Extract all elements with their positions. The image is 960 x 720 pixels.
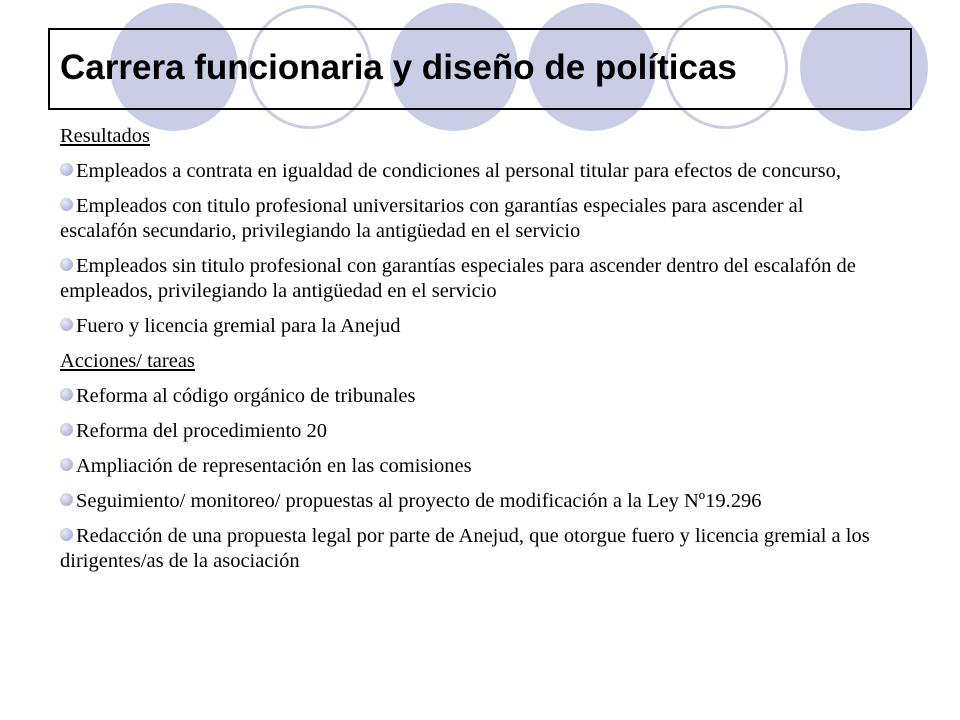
bullet-icon: [60, 163, 73, 176]
list-item: [60, 419, 870, 444]
list-item: [60, 194, 870, 244]
list-item: [60, 254, 870, 304]
list-item: [60, 384, 870, 409]
section-heading-acciones: Acciones/ tareas: [60, 350, 195, 372]
bullet-icon: [60, 318, 73, 331]
list-item-text: Empleados sin titulo profesional con garantías especiales para ascender dentro del escalafón de empleados, privilegiando la antigüedad en el servicio: [60, 255, 856, 302]
bullet-icon: [60, 388, 73, 401]
bullet-icon: [60, 528, 73, 541]
bullet-icon: [60, 258, 73, 271]
list-item: [60, 489, 870, 514]
list-item: [60, 314, 870, 339]
list-item-text: Seguimiento/ monitoreo/ propuestas al proyecto de modificación a la Ley Nº19.296: [76, 490, 762, 512]
list-item-text: Empleados con titulo profesional universitarios con garantías especiales para ascender al escalafón secundario, privilegiando la antigüedad en el servicio: [60, 195, 804, 242]
list-item: [60, 159, 870, 184]
bullet-icon: [60, 493, 73, 506]
list-item-text: Empleados a contrata en igualdad de condiciones al personal titular para efectos de concurso,: [76, 160, 842, 182]
list-item: [60, 454, 870, 479]
list-item: [60, 524, 870, 574]
list-item-text: Reforma del procedimiento 20: [76, 420, 328, 442]
list-item-text: Redacción de una propuesta legal por parte de Anejud, que otorgue fuero y licencia gremial a los dirigentes/as de la asociación: [60, 525, 870, 572]
list-item-text: Reforma al código orgánico de tribunales: [76, 385, 416, 407]
section-heading-resultados: Resultados: [60, 125, 150, 147]
bullet-icon: [60, 458, 73, 471]
list-item-text: Ampliación de representación en las comisiones: [76, 455, 472, 477]
bullet-icon: [60, 198, 73, 211]
bullet-icon: [60, 423, 73, 436]
slide-title: Carrera funcionaria y diseño de políticas: [60, 48, 737, 87]
slide-body: [60, 124, 870, 584]
list-item-text: Fuero y licencia gremial para la Anejud: [76, 315, 401, 337]
